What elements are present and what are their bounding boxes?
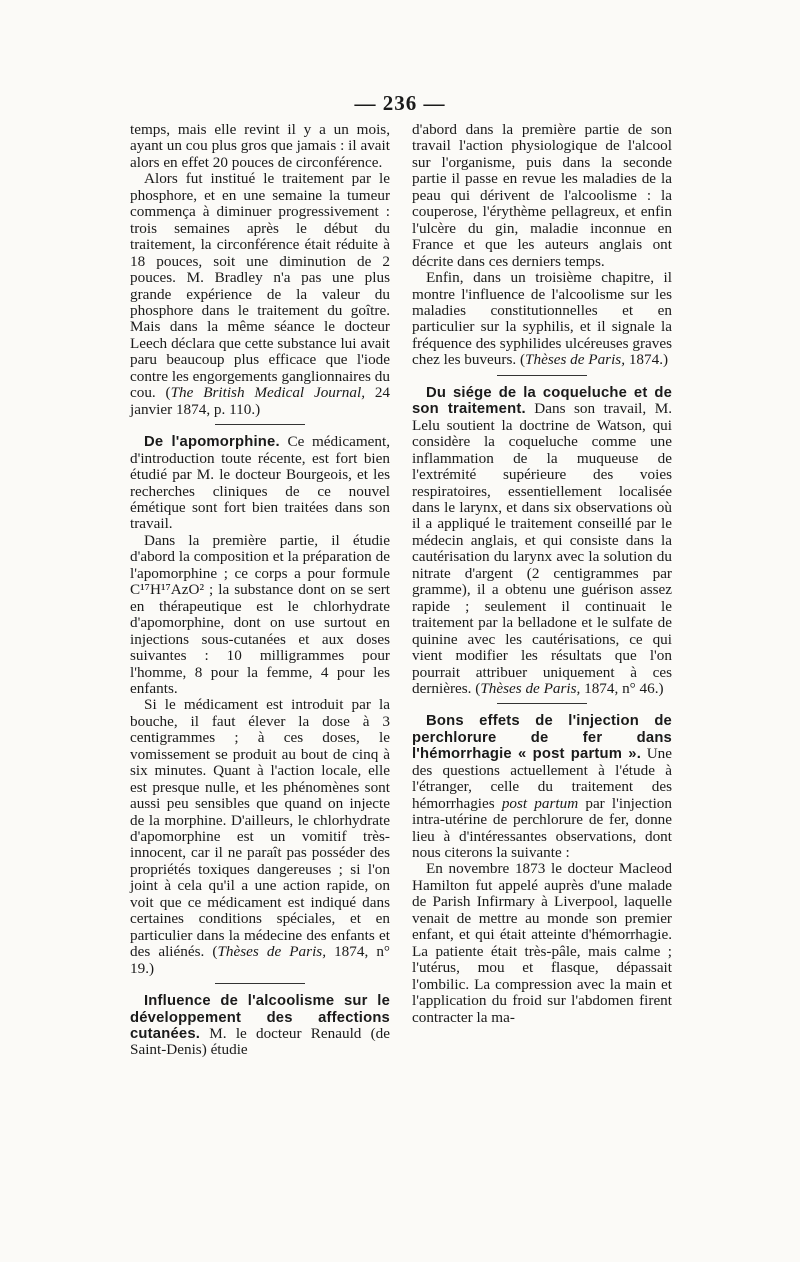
citation-date: 1874, n° 46.) <box>580 679 664 697</box>
section-heading: Influence de l'alcoolisme sur le développement des affections cutanées. <box>130 993 390 1043</box>
paragraph: En novembre 1873 le docteur Macleod Hamilton fut appelé auprès d'une malade de Parish Infirmary à Liverpool, laquelle venait de mettre au monde son premier enfant, et qui était atteinte d'hémorrhagie. La patiente était très-pâle, mais calme ; l'utérus, mou et flasque, dépassait l'ombilic. La compression avec la main et l'application du froid sur l'abdomen firent contracter la ma- <box>412 860 672 1026</box>
paragraph: Dans la première partie, il étudie d'abord la composition et la préparation de l'apomorphine ; ce corps a pour formule C¹⁷H¹⁷AzO² ; la substance dont on se sert en thérapeutique est le chlorhydrate d'apomorphine, dont on use surtout en injections sous-cutanées et aux doses suivantes : 10 milligrammes pour l'homme, 8 pour la femme, 4 pour les enfants. <box>130 531 390 697</box>
paragraph <box>412 270 672 369</box>
section-divider <box>497 703 587 704</box>
paragraph-text: Alors fut institué le traitement par le phosphore, et en une semaine la tumeur commença à diminuer progressivement : trois semaines après le début du traitement, la circonférence était réduite à 18 pouces, soit une diminution de 2 pouces. M. Bradley n'a pas une plus grande expérience de la valeur du phosphore dans le traitement du goître. Mais dans la même séance le docteur Leech déclara que cette substance lui avait paru beaucoup plus efficace que l'iode contre les engorgements ganglionnaires du cou. ( <box>130 170 390 402</box>
paragraph-text: Ce médicament, d'introduction toute récente, est fort bien étudié par M. le docteur Bourgeois, et les recherches cliniques de ce nouvel émétique sont fort bien traitées dans son travail. <box>130 433 390 533</box>
section-heading: Du siége de la coqueluche et de son traitement. <box>412 384 672 418</box>
citation: The British Medical Journal, <box>170 384 365 402</box>
paragraph <box>130 697 390 977</box>
paragraph-text: par l'injection intra-utérine de perchlorure de fer, donne lieu à d'intéressantes observations, dont nous citerons la suivante : <box>412 794 672 862</box>
section-coqueluche <box>412 385 672 698</box>
paragraph: d'abord dans la première partie de son travail l'action physiologique de l'alcool sur l'organisme, puis dans la seconde partie il passe en revue les maladies de la peau qui dérivent de l'alcoolisme : la couperose, l'érythème pellagreux, et enfin l'ulcère du gin, maladie inconnue en France et que les auteurs anglais ont décrite dans ces derniers temps. <box>412 121 672 270</box>
paragraph-text: Dans son travail, M. Lelu soutient la doctrine de Watson, qui considère la coqueluche comme une inflammation de la muqueuse de l'extrémité supérieure des voies respiratoires, essentiellement localisée dans le larynx, et dans six observations où il a appliqué le traitement conseillé par le médecin anglais, et qui consiste dans la cautérisation du larynx avec la solution du nitrate d'argent (2 centigrammes par gramme), il a obtenu une guérison assez rapide ; seulement il continuait le traitement par la belladone et le sulfate de quinine avec les cautérisations, ce qui vient modifier les résultats que l'on pourrait attribuer uniquement à ces dernières. ( <box>412 400 672 697</box>
right-column <box>412 122 672 1026</box>
section-heading: Bons effets de l'injection de perchlorure de fer dans l'hémorrhagie « post partum ». <box>412 713 672 763</box>
citation: Thèses de Paris, <box>525 351 626 369</box>
section-divider <box>497 375 587 376</box>
citation-date: 24 janvier 1874, p. 110.) <box>130 384 391 418</box>
section-apomorphine <box>130 434 390 533</box>
page-number: — 236 — <box>354 91 446 115</box>
section-alcoolisme <box>130 993 390 1059</box>
section-heading: De l'apomorphine. <box>144 434 280 451</box>
paragraph: temps, mais elle revint il y a un mois, ayant un cou plus gros que jamais : il avait alors en effet 20 pouces de circonférence. <box>130 121 390 171</box>
paragraph-text: Une des questions actuellement à l'étude à l'étranger, celle du traitement des hémorrhagies <box>412 745 672 812</box>
citation: Thèses de Paris, <box>217 943 326 961</box>
paragraph <box>130 171 390 418</box>
citation: Thèses de Paris, <box>480 679 581 697</box>
emphasis: post partum <box>501 794 579 812</box>
paragraph-text: M. le docteur Renauld (de Saint-Denis) étudie <box>130 1025 390 1059</box>
paragraph-text: Enfin, dans un troisième chapitre, il montre l'influence de l'alcoolisme sur les maladies constitutionnelles et en particulier sur la syphilis, et il signale la fréquence des syphilides ulcéreuses graves chez les buveurs. ( <box>412 269 672 369</box>
section-divider <box>215 424 305 425</box>
citation-date: 1874.) <box>625 351 669 369</box>
section-divider <box>215 983 305 984</box>
paragraph-text: Si le médicament est introduit par la bouche, il faut élever la dose à 3 centigrammes ; à ces doses, le vomissement se produit au bout de cinq à six minutes. Quant à l'action locale, elle est presque nulle, et les phénomènes sont aussi peu sensibles que quand on injecte de la morphine. D'ailleurs, le chlorhydrate d'apomorphine est un vomitif très-innocent, car il ne paraît pas posséder des propriétés toxiques dangereuses ; si l'on joint à cela qu'il a une action rapide, on voit que ce médicament est indiqué dans certaines conditions spéciales, et en particulier dans la médecine des enfants et des aliénés. ( <box>130 696 390 961</box>
citation-date: 1874, n° 19.) <box>130 943 391 977</box>
left-column <box>130 122 390 1059</box>
section-perchlorure <box>412 713 672 861</box>
